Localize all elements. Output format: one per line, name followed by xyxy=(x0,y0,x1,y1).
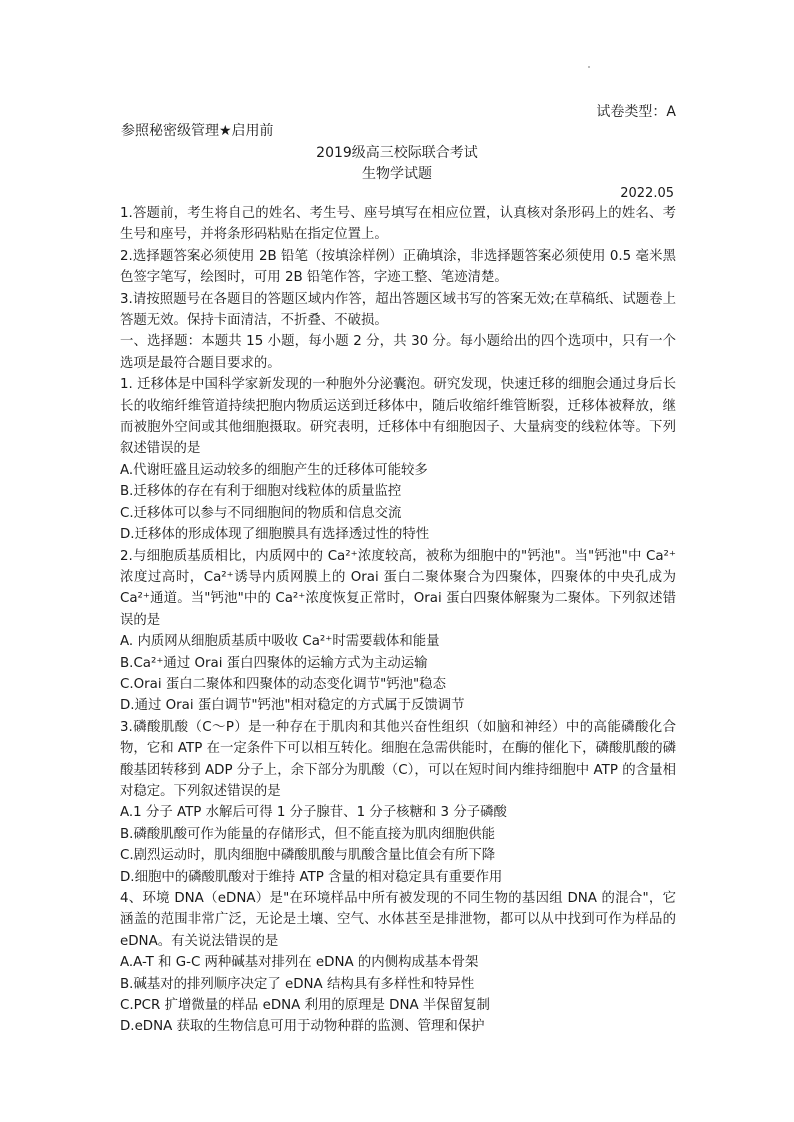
question-3-option-c: C.剧烈运动时，肌肉细胞中磷酸肌酸与肌酸含量比值会有所下降 xyxy=(120,848,496,864)
question-1-option-b: B.迁移体的存在有利于细胞对线粒体的质量监控 xyxy=(120,484,402,500)
question-1-option-d: D.迁移体的形成体现了细胞膜具有选择透过性的特性 xyxy=(120,527,430,543)
question-3-stem: 3.磷酸肌酸（C～P）是一种存在于肌肉和其他兴奋性组织（如脑和神经）中的高能磷酸化合物，它和 ATP 在一定条件下可以相互转化。细胞在急需供能时，在酶的催化下，磷酸肌酸的磷酸基团转移到 ADP 分子上，余下部分为肌酸（C），可以在短时间内维持细胞中 ATP 的含量相对稳定。下列叙述错误的是 xyxy=(120,719,676,799)
question-2-option-a: A. 内质网从细胞质基质中吸收 Ca²⁺时需要载体和能量 xyxy=(120,634,440,650)
instruction-3: 3.请按照题号在各题目的答题区域内作答，超出答题区域书写的答案无效;在草稿纸、试题卷上答题无效。保持卡面清洁，不折叠、不破损。 xyxy=(120,291,676,329)
scan-mark xyxy=(588,66,590,68)
subject-title: 生物学试题 xyxy=(362,166,432,182)
exam-title: 2019级高三校际联合考试 xyxy=(316,145,478,161)
question-4-option-b: B.碱基对的排列顺序决定了 eDNA 结构具有多样性和特异性 xyxy=(120,976,475,992)
instruction-2: 2.选择题答案必须使用 2B 铅笔（按填涂样例）正确填涂，非选择题答案必须使用 0.5 毫米黑色签字笔写，绘图时，可用 2B 铅笔作答，字迹工整、笔迹清楚。 xyxy=(120,248,676,286)
question-2-option-c: C.Orai 蛋白二聚体和四聚体的动态变化调节"钙池"稳态 xyxy=(120,676,446,692)
question-1-option-c: C.迁移体可以参与不同细胞间的物质和信息交流 xyxy=(120,505,402,521)
question-1-option-a: A.代谢旺盛且运动较多的细胞产生的迁移体可能较多 xyxy=(120,462,428,478)
question-3-option-a: A.1 分子 ATP 水解后可得 1 分子腺苷、1 分子核糖和 3 分子磷酸 xyxy=(120,805,507,821)
question-4-option-a: A.A-T 和 G-C 两种碱基对排列在 eDNA 的内侧构成基本骨架 xyxy=(120,955,479,971)
instruction-1: 1.答题前，考生将自己的姓名、考生号、座号填写在相应位置，认真核对条形码上的姓名、考生号和座号，并将条形码粘贴在指定位置上。 xyxy=(120,206,676,243)
exam-body xyxy=(120,203,676,1038)
exam-date: 2022.05 xyxy=(620,186,674,201)
question-1-stem: 1. 迁移体是中国科学家新发现的一种胞外分泌囊泡。研究发现，快速迁移的细胞会通过身后长长的收缩纤维管道持续把胞内物质运送到迁移体中，随后收缩纤维管断裂，迁移体被释放，继而被胞外空间或其他细胞摄取。研究表明，迁移体中有细胞因子、大量病变的线粒体等。下列叙述错误的是 xyxy=(120,377,676,457)
question-2-option-d: D.通过 Orai 蛋白调节"钙池"相对稳定的方式属于反馈调节 xyxy=(120,698,465,714)
question-4-option-c: C.PCR 扩增微量的样品 eDNA 利用的原理是 DNA 半保留复制 xyxy=(120,998,490,1014)
question-2-stem: 2.与细胞质基质相比，内质网中的 Ca²⁺浓度较高，被称为细胞中的"钙池"。当"钙池"中 Ca²⁺浓度过高时，Ca²⁺诱导内质网膜上的 Orai 蛋白二聚体聚合为四聚体，四聚体的中央孔成为 Ca²⁺通道。当"钙池"中的 Ca²⁺浓度恢复正常时，Orai 蛋白四聚体解聚为二聚体。下列叙述错误的是 xyxy=(120,548,676,628)
question-3-option-d: D.细胞中的磷酸肌酸对于维持 ATP 含量的相对稳定具有重要作用 xyxy=(120,869,503,885)
question-4-option-d: D.eDNA 获取的生物信息可用于动物种群的监测、管理和保护 xyxy=(120,1019,485,1035)
question-2-option-b: B.Ca²⁺通过 Orai 蛋白四聚体的运输方式为主动运输 xyxy=(120,655,428,671)
section-intro: 一、选择题：本题共 15 小题，每小题 2 分，共 30 分。每小题给出的四个选项中，只有一个选项是最符合题目要求的。 xyxy=(120,334,676,371)
confidentiality-label: 参照秘密级管理★启用前 xyxy=(121,123,274,139)
paper-type-label: 试卷类型：A xyxy=(596,104,676,120)
question-4-stem: 4、环境 DNA（eDNA）是"在环境样品中所有被发现的不同生物的基因组 DNA 的混合"，它涵盖的范围非常广泛，无论是土壤、空气、水体甚至是排泄物，都可以从中找到可作为样品的 eDNA。有关说法错误的是 xyxy=(120,891,676,949)
question-3-option-b: B.磷酸肌酸可作为能量的存储形式，但不能直接为肌肉细胞供能 xyxy=(120,826,495,842)
